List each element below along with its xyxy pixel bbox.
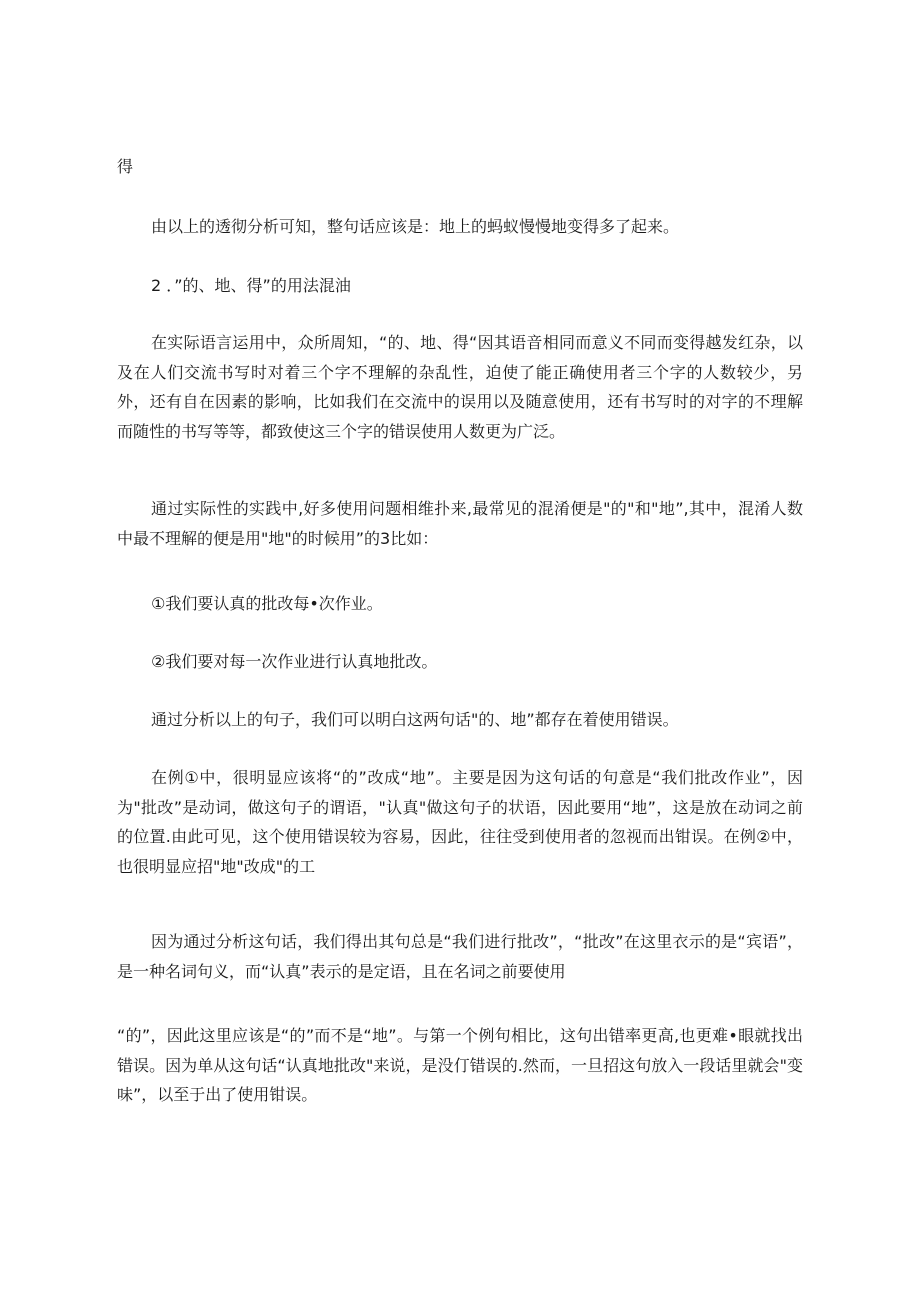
- paragraph-comparison: “的”，因此这里应该是“的”而不是“地”。与第一个例句相比，这句出错率更高,也更难•眼就找出错误。因为单从这句话“认真地批改"来说，是没仃错误的.然而，一旦招这句放入一段话里就会"变味”，以至于出了使用钳误。: [117, 1026, 803, 1104]
- paragraph-example-1-analysis: 在例①中，很明显应该将“的”改成“地”。主要是因为这句话的句意是“我们批改作业”，因为"批改”是动词，做这句子的谓语，"认真"做这句子的状语，因此要用“地”，这是放在动词之前的位置.由此可见，这个使用错误较为容易，因此，往往受到使用者的忽视而出钳误。在例②中，也很明显应招"地"改成"的工: [117, 768, 803, 876]
- paragraph-analysis-intro: 通过分析以上的句子，我们可以明白这两句话"的、地”都存在着使用错误。: [151, 710, 679, 729]
- paragraph-usage-context: 在实际语言运用中，众所周知，“的、地、得“因其语音相同而意义不同而变得越发红杂，以及在人们交流书写时对着三个字不理解的杂乱性，迫使了能正确使用者三个字的人数较少，另外，还有自在因素的影响，比如我们在交流中的误用以及随意使用，还有书写时的对字的不理解而随性的书写等等，都致使这三个字的错误使用人数更为广泛。: [117, 333, 803, 441]
- paragraph-practice: 通过实际性的实践中,好多使用问题相维扑来,最常见的混淆便是"的"和"地”,其中，混淆人数中最不理解的便是用"地"的时候用”的3比如：: [117, 499, 803, 548]
- example-sentence-2: ②我们要对每一次作业进行认真地批改。: [151, 652, 438, 671]
- section-heading: 2 ．”的、地、得”的用法混油: [151, 276, 351, 295]
- example-sentence-1: ①我们要认真的批改每•次作业。: [151, 594, 383, 613]
- paragraph-continuation: 得: [117, 157, 134, 176]
- paragraph-example-2-analysis: 因为通过分析这句话，我们得出其句总是“我们进行批改”，“批改”在这里衣示的是“宾语”，是一种名词句义，而“认真”表示的是定语，且在名词之前要使用: [117, 932, 803, 981]
- paragraph-conclusion: 由以上的透彻分析可知，整句话应该是：地上的蚂蚁慢慢地变得多了起来。: [151, 217, 680, 236]
